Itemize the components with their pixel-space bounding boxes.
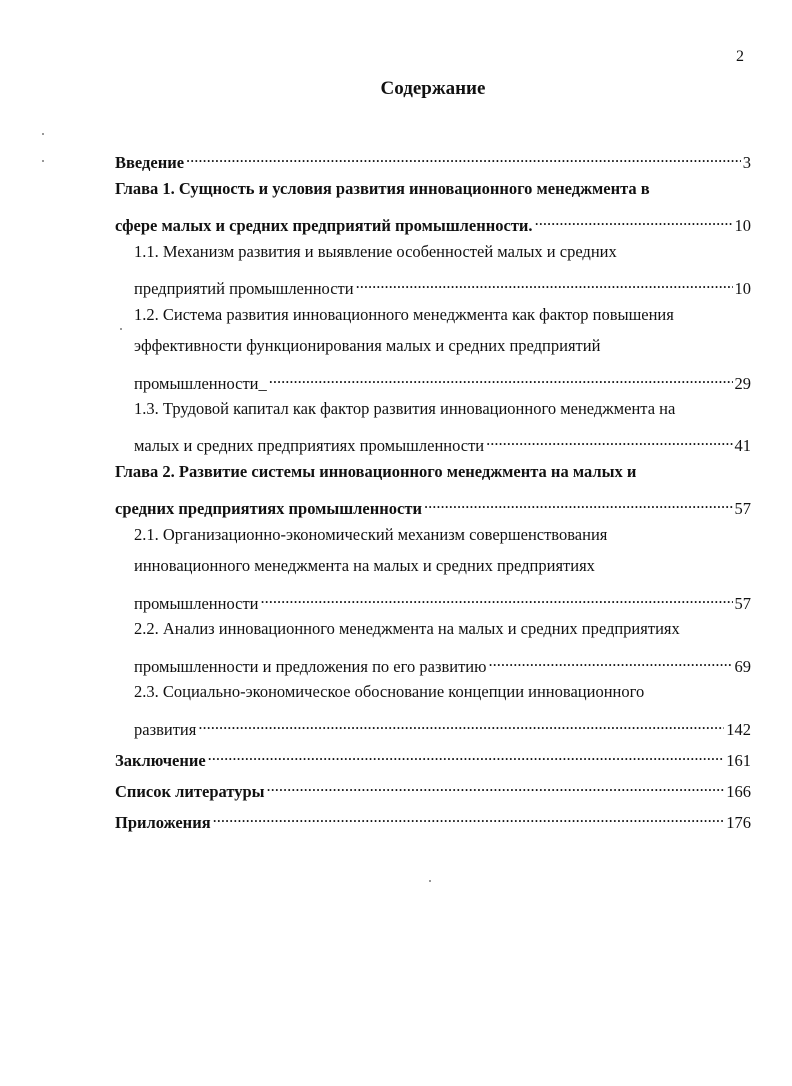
toc-entry-label: промышленности bbox=[134, 594, 259, 613]
toc-entry-conclusion[interactable] bbox=[115, 744, 751, 770]
toc-entry-section-2-2-line-1[interactable] bbox=[134, 618, 680, 640]
dot-leader bbox=[208, 744, 725, 766]
toc-entry-label: эффективности функционирования малых и средних предприятий bbox=[134, 336, 601, 355]
toc-entry-label: 2.3. Социально-экономическое обоснование концепции инновационного bbox=[134, 682, 645, 701]
toc-entry-page: 41 bbox=[734, 436, 751, 455]
toc-entry-label: 2.1. Организационно-экономический механизм совершенствования bbox=[134, 525, 608, 544]
page-number: 2 bbox=[736, 48, 744, 65]
dot-leader bbox=[261, 587, 733, 609]
toc-entry-chapter-1-line-1[interactable] bbox=[115, 178, 650, 200]
toc-entry-label: 2.2. Анализ инновационного менеджмента на малых и средних предприятиях bbox=[134, 619, 680, 638]
toc-entry-page: 3 bbox=[742, 153, 751, 172]
toc-entry-section-2-3-line-2[interactable] bbox=[134, 713, 751, 739]
toc-entry-appendices[interactable] bbox=[115, 806, 751, 832]
dot-leader bbox=[186, 146, 741, 168]
toc-entry-section-1-3-line-1[interactable] bbox=[134, 398, 675, 420]
dot-leader bbox=[356, 272, 733, 294]
toc-entry-page: 10 bbox=[734, 279, 751, 298]
toc-entry-section-1-1-line-1[interactable] bbox=[134, 241, 617, 263]
toc-entry-label: малых и средних предприятиях промышленности bbox=[134, 436, 485, 455]
dot-leader bbox=[424, 492, 733, 514]
toc-entry-label: промышленности и предложения по его развитию bbox=[134, 657, 487, 676]
toc-entry-references[interactable] bbox=[115, 775, 751, 801]
toc-entry-section-1-3-line-2[interactable] bbox=[134, 429, 751, 455]
toc-entry-label: Список литературы bbox=[115, 782, 265, 801]
toc-entry-section-2-1-line-3[interactable] bbox=[134, 587, 751, 613]
toc-entry-label: Приложения bbox=[115, 813, 211, 832]
toc-entry-section-2-3-line-1[interactable] bbox=[134, 681, 644, 703]
toc-entry-chapter-1-line-2[interactable] bbox=[115, 209, 751, 235]
toc-entry-label: 1.3. Трудовой капитал как фактор развития инновационного менеджмента на bbox=[134, 399, 676, 418]
toc-entry-label: 1.2. Система развития инновационного менеджмента как фактор повышения bbox=[134, 305, 674, 324]
dot-leader bbox=[198, 713, 724, 735]
dot-leader bbox=[213, 806, 725, 828]
toc-entry-chapter-2-line-1[interactable] bbox=[115, 461, 636, 483]
toc-entry-page: 57 bbox=[734, 594, 751, 613]
toc-entry-section-2-1-line-2[interactable] bbox=[134, 555, 595, 577]
toc-entry-section-2-2-line-2[interactable] bbox=[134, 650, 751, 676]
toc-entry-introduction[interactable] bbox=[115, 146, 751, 172]
scan-speck bbox=[120, 328, 122, 330]
toc-entry-page: 161 bbox=[726, 751, 751, 770]
dot-leader bbox=[267, 775, 725, 797]
toc-entry-label: Глава 1. Сущность и условия развития инновационного менеджмента в bbox=[115, 179, 650, 198]
toc-entry-section-1-2-line-2[interactable] bbox=[134, 335, 600, 357]
toc-entry-page: 166 bbox=[726, 782, 751, 801]
toc-entry-label: Глава 2. Развитие системы инновационного менеджмента на малых и bbox=[115, 462, 637, 481]
page-title: Содержание bbox=[380, 78, 486, 99]
dot-leader bbox=[486, 429, 732, 451]
toc-entry-section-1-2-line-1[interactable] bbox=[134, 304, 674, 326]
dot-leader bbox=[488, 650, 732, 672]
dot-leader bbox=[535, 209, 733, 231]
scan-speck bbox=[429, 880, 431, 882]
toc-entry-page: 69 bbox=[734, 657, 751, 676]
toc-entry-label: инновационного менеджмента на малых и средних предприятиях bbox=[134, 556, 595, 575]
toc-entry-page: 142 bbox=[726, 720, 751, 739]
toc-entry-label: сфере малых и средних предприятий промышленности. bbox=[115, 216, 533, 235]
toc-entry-label: промышленности_ bbox=[134, 374, 267, 393]
toc-entry-page: 57 bbox=[734, 499, 751, 518]
toc-entry-label: средних предприятиях промышленности bbox=[115, 499, 422, 518]
toc-entry-page: 29 bbox=[734, 374, 751, 393]
toc-entry-section-1-1-line-2[interactable] bbox=[134, 272, 751, 298]
scan-speck bbox=[42, 133, 44, 135]
toc-entry-label: 1.1. Механизм развития и выявление особенностей малых и средних bbox=[134, 242, 617, 261]
dot-leader bbox=[269, 367, 733, 389]
toc-entry-label: Введение bbox=[115, 153, 185, 172]
toc-entry-label: Заключение bbox=[115, 751, 206, 770]
toc-entry-chapter-2-line-2[interactable] bbox=[115, 492, 751, 518]
toc-entry-section-1-2-line-3[interactable] bbox=[134, 367, 751, 393]
toc-entry-label: развития bbox=[134, 720, 197, 739]
toc-entry-label: предприятий промышленности bbox=[134, 279, 354, 298]
toc-entry-section-2-1-line-1[interactable] bbox=[134, 524, 607, 546]
toc-entry-page: 10 bbox=[734, 216, 751, 235]
toc-entry-page: 176 bbox=[726, 813, 751, 832]
scan-speck bbox=[42, 160, 44, 162]
